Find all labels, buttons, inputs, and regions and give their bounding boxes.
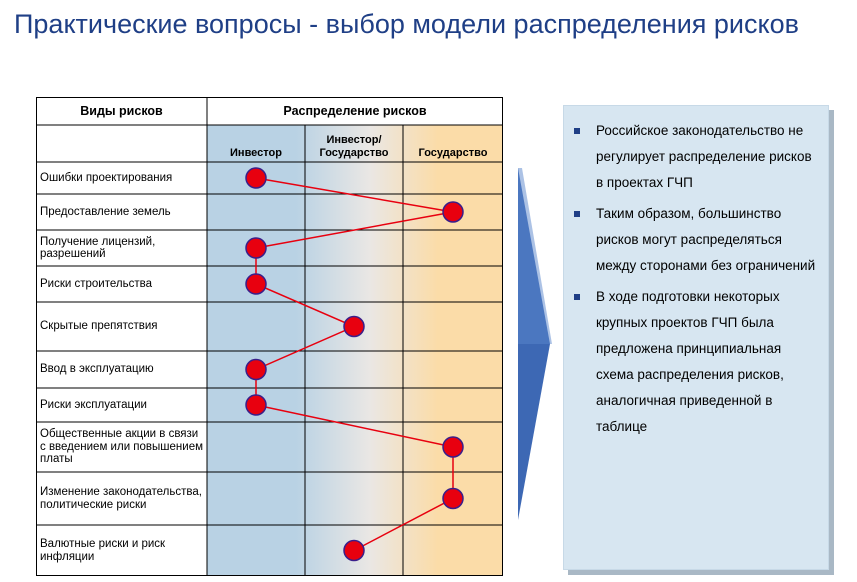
risk-label-legislation: Изменение законодательства, политические риски [40, 486, 202, 511]
risk-label-construction: Риски строительства [40, 277, 152, 290]
header-risk-types: Виды рисков [80, 104, 163, 118]
note-text: В ходе подготовки некоторых крупных проектов ГЧП была предложена принципиальная схема распределения рисков, аналогичная приведенной в таблице [596, 289, 784, 434]
note-item [572, 201, 818, 279]
risk-label-land-provision: Предоставление земель [40, 205, 171, 218]
square-bullet-icon [574, 294, 580, 300]
column-header-investor-state: Инвестор/ Государство [319, 134, 389, 159]
note-text: Таким образом, большинство рисков могут распределяться между сторонами без ограничений [596, 206, 816, 273]
allocation-marker [246, 395, 266, 415]
note-item [572, 284, 818, 440]
column-header-state: Государство [418, 147, 488, 159]
allocation-marker [344, 541, 364, 561]
risk-label-design-errors: Ошибки проектирования [40, 171, 173, 184]
risk-distribution-table [36, 97, 503, 576]
risk-label-public-actions: Общественные акции в связи с введением или повышением платы [40, 428, 204, 466]
allocation-marker [344, 317, 364, 337]
column-header-investor: Инвестор [230, 147, 282, 159]
allocation-marker [246, 274, 266, 294]
note-item [572, 118, 818, 196]
square-bullet-icon [574, 211, 580, 217]
notes-panel [563, 105, 829, 570]
risk-label-commissioning: Ввод в эксплуатацию [40, 363, 154, 376]
page-title: Практические вопросы - выбор модели распределения рисков [14, 9, 799, 39]
notes-list [564, 106, 828, 440]
arrow-icon [518, 168, 552, 520]
risk-label-operation: Риски эксплуатации [40, 398, 147, 411]
risk-label-currency-inflation: Валютные риски и риск инфляции [40, 538, 166, 563]
allocation-marker [443, 489, 463, 509]
header-risk-distribution: Распределение рисков [283, 104, 427, 118]
allocation-marker [443, 437, 463, 457]
allocation-marker [246, 360, 266, 380]
risk-label-licenses: Получение лицензий, разрешений [40, 235, 156, 260]
square-bullet-icon [574, 128, 580, 134]
allocation-marker [246, 168, 266, 188]
note-text: Российское законодательство не регулирует распределение рисков в проектах ГЧП [596, 123, 812, 190]
allocation-marker [443, 202, 463, 222]
allocation-marker [246, 238, 266, 258]
risk-label-hidden-obstacles: Скрытые препятствия [40, 320, 158, 333]
